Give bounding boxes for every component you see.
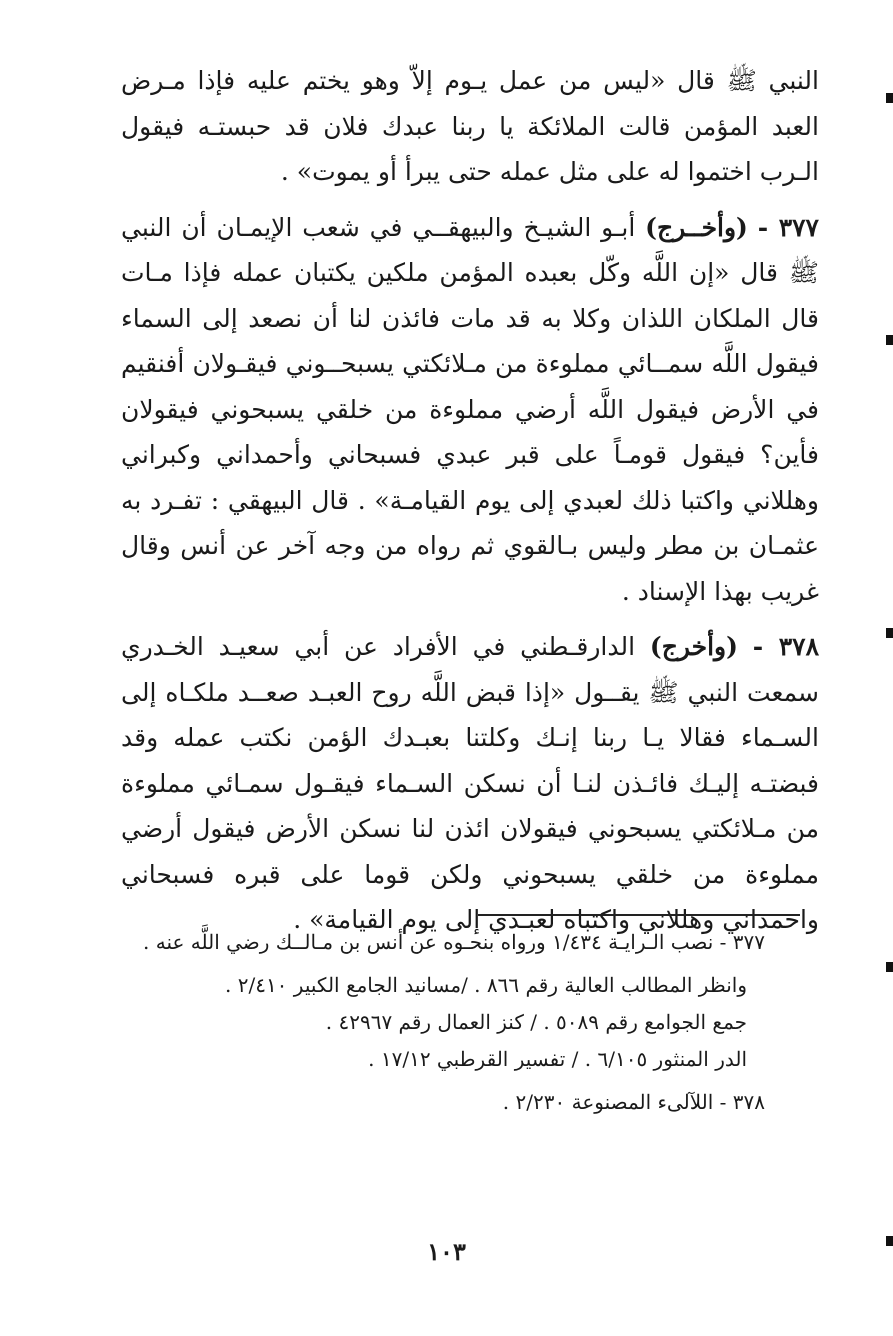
footnotes [117,924,765,1121]
hadith-377 [121,205,819,615]
scan-edge-mark [886,628,893,638]
footnote-divider [478,914,800,916]
hadith-377-number: ٣٧٧ - [757,212,819,242]
hadith-377-text: أبـو الشيـخ والبيهقــي في شعب الإيمـان أن النبي ﷺ قال «إن اللَّه وكّل بعبده المؤمن ملكين يكتبان عمله فإذا مـات قال الملكان اللذان وكلا به قد مات فائذن لنا أن نصعد إلى السماء فيقول اللَّه سمــائي مملوءة من مـلائكتي يسبحــوني فيقـولان أفنقيم في الأرض فيقول اللَّه أرضي مملوءة من خلقي يسبحوني فيقولان فأين؟ فيقول قومـاً على قبر عبدي فسبحاني وأحمداني وكبراني وهللاني واكتبا ذلك لعبدي إلى يوم القيامـة» . قال البيهقي : تفـرد به عثمـان بن مطر وليس بـالقوي ثم رواه من وجه آخر عن أنس وقال غريب بهذا الإسناد . [121,212,819,606]
main-text [121,58,819,953]
hadith-378-source: (وأخرج) [649,632,738,661]
footnote-377-line-2: وانظر المطالب العالية رقم ٨٦٦ . /مسانيد الجامع الكبير ٢/٤١٠ . [225,973,747,997]
hadith-378 [121,624,819,943]
scan-edge-mark [886,335,893,345]
footnote-378-line-1: ٣٧٨ - اللآلىء المصنوعة ٢/٢٣٠ . [502,1090,765,1114]
paragraph-continuation: النبي ﷺ قال «ليس من عمل يـوم إلاّ وهو يختم عليه فإذا مـرض العبد المؤمن قالت الملائكة يا ربنا عبدك فلان قد حبستـه فيقول الـرب اختموا له على مثل عمله حتى يبرأ أو يموت» . [121,66,819,186]
scan-edge-mark [886,962,893,972]
hadith-378-number: ٣٧٨ - [752,632,820,661]
page-number: ١٠٣ [427,1237,466,1266]
footnote-377-line-1: ٣٧٧ - نصب الـرايـة ١/٤٣٤ ورواه بنحـوه عن أنس بن مـالــك رضي اللَّه عنه . [143,930,765,954]
hadith-378-text: الدارقـطني في الأفراد عن أبي سعيـد الخـدري سمعت النبي ﷺ يقــول «إذا قبض اللَّه روح العبـد صعــد ملكـاه إلى السـماء فقالا يـا ربنا إنـك وكلتنا بعبـدك الؤمن نكتب عمله وقد فبضتـه إليـك فائـذن لنـا أن نسكن السـماء فيقـول سمـائي مملوءة من مـلائكتي يسبحوني فيقولان ائذن لنا نسكن الأرض فيقول أرضي مملوءة من خلقي يسبحوني ولكن قوما على قبره فسبحاني واحمداني وهللاني واكتباه لعبـدي إلى يوم القيامة» . [121,632,819,934]
scan-edge-mark [886,93,893,103]
hadith-377-source: (وأخــرج) [645,212,748,242]
footnote-377-line-4: الدر المنثور ٦/١٠٥ . / تفسير القرطبي ١٧/١٢ . [368,1047,747,1071]
scan-edge-mark [886,1236,893,1246]
footnote-377-line-3: جمع الجوامع رقم ٥٠٨٩ . / كنز العمال رقم ٤٢٩٦٧ . [325,1010,747,1034]
